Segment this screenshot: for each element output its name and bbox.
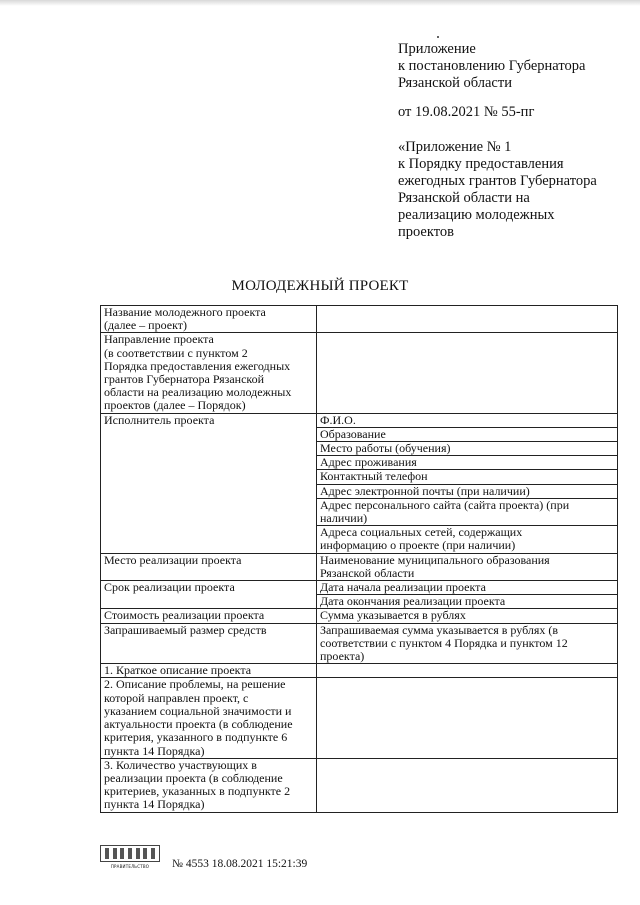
project-form-table [100, 305, 618, 813]
annex-line: Рязанской области на [398, 190, 530, 206]
value-cell: Дата начала реализации проекта [317, 581, 618, 595]
table-row [101, 553, 618, 580]
annex-title: «Приложение № 1 [398, 139, 512, 155]
region-name: Рязанской области [398, 75, 512, 91]
scan-edge [0, 0, 640, 6]
value-cell: Контактный телефон [317, 470, 618, 484]
appendix-header [398, 41, 633, 241]
label-cell: Стоимость реализации проекта [101, 609, 317, 623]
annex-line: ежегодных грантов Губернатора [398, 173, 597, 189]
label-cell: 3. Количество участвующих в реализации проекта (в соблюдение критериев, указанных в подпункте 2 пункта 14 Порядка) [101, 758, 317, 812]
label-cell: Исполнитель проекта [101, 413, 317, 553]
value-cell: Наименование муниципального образования Рязанской области [317, 553, 618, 580]
resolution-ref: к постановлению Губернатора [398, 58, 586, 74]
value-cell: Адреса социальных сетей, содержащих информацию о проекте (при наличии) [317, 526, 618, 553]
value-cell: Запрашиваемая сумма указывается в рублях (в соответствии с пунктом 4 Порядка и пунктом 12 проекта) [317, 623, 618, 664]
value-cell: Ф.И.О. [317, 413, 618, 427]
annex-line: реализацию молодежных [398, 207, 555, 223]
label-cell: 1. Краткое описание проекта [101, 664, 317, 678]
appendix-label: Приложение [398, 41, 476, 57]
value-cell: Адрес персонального сайта (сайта проекта) (при наличии) [317, 498, 618, 525]
date-number: от 19.08.2021 № 55-пг [398, 104, 535, 120]
government-building-icon [100, 845, 160, 869]
table-row [101, 664, 618, 678]
label-cell: Запрашиваемый размер средств [101, 623, 317, 664]
value-cell [317, 333, 618, 413]
table-row [101, 623, 618, 664]
table-row [101, 413, 618, 427]
scan-speck [437, 36, 439, 38]
value-cell: Сумма указывается в рублях [317, 609, 618, 623]
value-cell [317, 678, 618, 758]
label-cell: Срок реализации проекта [101, 581, 317, 609]
value-cell: Образование [317, 427, 618, 441]
value-cell [317, 306, 618, 333]
label-cell: Направление проекта (в соответствии с пунктом 2 Порядка предоставления ежегодных грантов Губернатора Рязанской области на реализацию молодежных проектов (далее – Порядок) [101, 333, 317, 413]
label-cell: Название молодежного проекта (далее – проект) [101, 306, 317, 333]
value-cell [317, 664, 618, 678]
value-cell: Место работы (обучения) [317, 442, 618, 456]
registration-footer [96, 843, 416, 879]
stamp-caption: ПРАВИТЕЛЬСТВО [110, 864, 150, 869]
table-row [101, 581, 618, 595]
label-cell: 2. Описание проблемы, на решение которой направлен проект, с указанием социальной значимости и актуальности проекта (в соблюдение критерия, указанного в подпункте 6 пункта 14 Порядка) [101, 678, 317, 758]
table-row [101, 306, 618, 333]
document-title: МОЛОДЕЖНЫЙ ПРОЕКТ [231, 278, 409, 294]
value-cell [317, 758, 618, 812]
annex-line: проектов [398, 224, 454, 240]
annex-line: к Порядку предоставления [398, 156, 564, 172]
value-cell: Адрес проживания [317, 456, 618, 470]
label-cell: Место реализации проекта [101, 553, 317, 580]
value-cell: Адрес электронной почты (при наличии) [317, 484, 618, 498]
registration-number: № 4553 18.08.2021 15:21:39 [172, 858, 308, 870]
table-row [101, 609, 618, 623]
value-cell: Дата окончания реализации проекта [317, 595, 618, 609]
table-row [101, 333, 618, 413]
table-row [101, 758, 618, 812]
table-row [101, 678, 618, 758]
